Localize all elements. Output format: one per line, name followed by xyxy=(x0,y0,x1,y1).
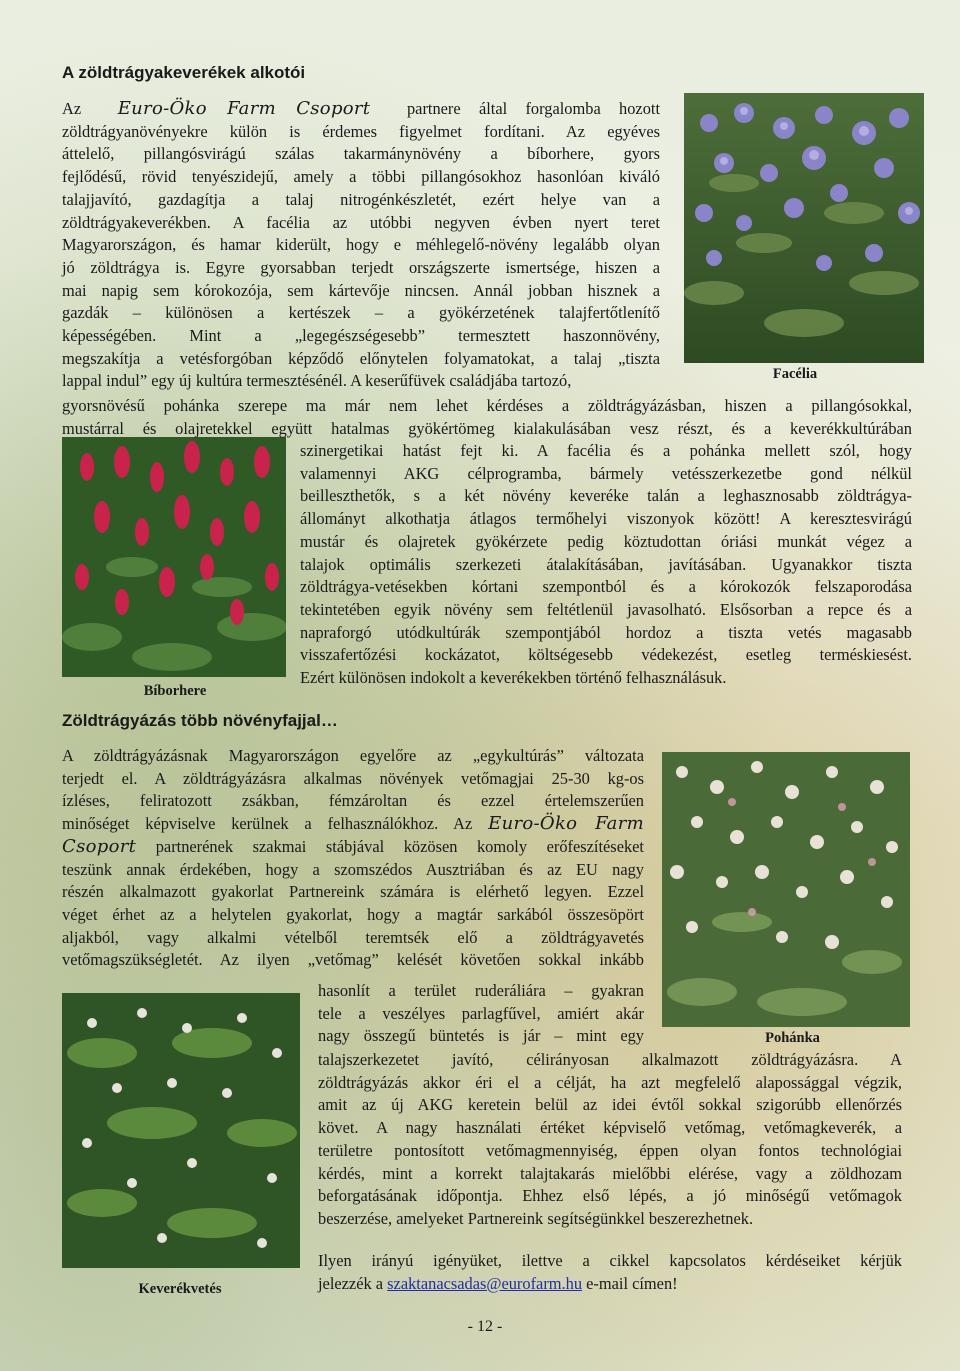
caption-keverekvetes: Keverékvetés xyxy=(138,1281,222,1297)
email-link[interactable]: szaktanacsadas@eurofarm.hu xyxy=(387,1273,583,1293)
brand-name-2a: Euro-Öko Farm xyxy=(488,813,644,835)
section1-wide-lines: gyorsnövésű pohánka szerepe ma már nem lehet kérdéses a zöldtrágyázásban, hiszen a pillangósokkal, mustárral és olajretekkel együtt hatalmas gyökértömeg kialakulásában vesz részt, és a keverékkultúrában xyxy=(62,396,912,438)
section2-right-paragraph: talajszerkezetet javító, célirányosan alkalmazott zöldtrágyázásra. A zöldtrágyázás akkor éri el a célját, ha azt megfelelő alapossággal végzik, amit az új AKG keretein belül az idei évtől sokkal szigorúbb ellenőrzés követ. A nagy használati értéket képviselő vetőmag, vetőmagkeverék, a területre pontosított vetőmagmennyiség, éppen olyan fontos technológiai kérdés, mint a korrekt talajtakarás mielőbbi elérése, vagy a zöldhozam beforgatásának időpontja. Ehhez első lépés, a jó minőségű vetőmagok beszerzése, amelyeket Partnereink segítségünkkel beszerezhetnek. xyxy=(318,1050,902,1228)
section1-title: A zöldtrágyakeverékek alkotói xyxy=(62,63,306,82)
page-number: - 12 - xyxy=(467,1318,503,1335)
section2-left-paragraph: A zöldtrágyázásnak Magyarországon egyelőre az „egykultúrás” változata terjedt el. A zöldtrágyázásra alkalmas növények vetőmagjai 25-30 kg-os ízléses, feliratozott zsákban, fémzároltan és ezzel értelemszerűen minőséget képviselve kerülnek a felhasználókhoz. Az Euro-Öko Farm Csoport partnerének szakmai stábjával közösen komoly erőfeszítéseket teszünk annak érdekében, hogy a szomszédos Ausztriában és az EU nagy részén alkalmazott gyakorlat Partnereink számára is elérhető legyen. Ezzel véget érhet az a helytelen gyakorlat, hogy a magtár sarkából összesöpört aljakból, vagy alkalmi vételből teremtsék elő a zöldtrágyavetés vetőmagszükségletét. Az ilyen „vetőmag” kelését követően sokkal inkább xyxy=(62,746,644,970)
brand-name-2b: Csoport xyxy=(62,835,137,857)
caption-facelia: Facélia xyxy=(772,366,818,382)
brand-name: Euro-Öko Farm Csoport xyxy=(117,98,371,119)
section1-lines: zöldtrágyanövényekre külön is érdemes figyelmet fordítani. Az egyéves áttelelő, pillangósvirágú szálas takarmánynövény a bíborhere, gyors fejlődésű, rövid tenyészidejű, amely a többi pillangósokhoz hasonlóan kiváló talajjavító, gazdagítja a talaj nitrogénkészletét, ezért helye van a zöldtrágyakeverékben. A facélia az utóbbi negyven évben nyert teret Magyarországon, és hamar kiderült, hogy e méhlegelő-növény legalább olyan jó zöldtrágya is. Egyre gyorsabban terjedt országszerte ismertsége, hiszen a mai napig sem kórokozója, sem kártevője nincsen. Annál jobban hisznek a gazdák – különösen a kertészek – a gyökérzetének talajfertőtlenítő képességében. Mint a „legegészségesebb” termesztett haszonnövény, megszakítja a vetésforgóban képződő előnytelen folyamatokat, a talaj „tiszta lappal indul” egy új kultúra termesztésénél. A keserűfüvek családjába tartozó, xyxy=(62,121,660,391)
caption-biborhere: Bíborhere xyxy=(143,683,207,699)
pohanka-photo xyxy=(662,752,910,1027)
caption-pohanka: Pohánka xyxy=(765,1030,820,1046)
facelia-photo xyxy=(684,93,924,363)
keverekvetes-photo xyxy=(62,993,300,1268)
section1-right-paragraph: szinergetikai hatást fejt ki. A facélia és a pohánka mellett szól, hogy valamennyi AKG célprogramba, bármely vetésszerkezetbe gond nélkül beilleszthetők, s a két növény keveréke talán a leghasznosabb zöldtrágya- állományt alkothatja átlagos termőhelyi viszonyok között! A keresztesvirágú mustár és olajretek gyökérzete pedig köztudottan óriási munkát végez a talajok optimális szerkezeti átalakításában, javításában. Ugyanakkor tiszta zöldtrágya-vetésekben kórtani szempontból és a kórokozók felszaporodása tekintetében egyik növény sem feltétlenül javasolható. Elsősorban a repce és a napraforgó utódkultúrák szempontjából hordoz a tiszta vetés magasabb visszafertőzési kockázatot, költségesebb védekezést, esetleg terméskiesést. Ezért különösen indokolt a keverékekben történő felhasználásuk. xyxy=(300,441,912,688)
section2-indent-lines: hasonlít a terület ruderáliára – gyakran tele a veszélyes parlagfűvel, amiért akár nagy összegű büntetés is jár – mint egy xyxy=(318,981,644,1046)
contact-paragraph: Ilyen irányú igényüket, ilettve a cikkel kapcsolatos kérdéseiket kérjük jelezzék a szaktanacsadas@eurofarm.hu e-mail címen! xyxy=(318,1251,902,1293)
section1-left-paragraph: Az Euro-Öko Farm Csoport partnere által forgalomba hozott zöldtrágyanövényekre külön is érdemes figyelmet fordítani. Az egyéves áttelelő, pillangósvirágú szálas takarmánynövény a bíborhere, gyors fejlődésű, rövid tenyészidejű, amely a többi pillangósokhoz hasonlóan kiváló talajjavító, gazdagítja a talaj nitrogénkészletét, ezért helye van a zöldtrágyakeverékben. A facélia az utóbbi negyven évben nyert teret Magyarországon, és hamar kiderült, hogy e méhlegelő-növény legalább olyan jó zöldtrágya is. Egyre gyorsabban terjedt országszerte ismertsége, hiszen a mai napig sem kórokozója, sem kártevője nincsen. Annál jobban hisznek a gazdák – különösen a kertészek – a gyökérzetének talajfertőtlenítő képességében. Mint a „legegészségesebb” termesztett haszonnövény, megszakítja a vetésforgóban képződő előnytelen folyamatokat, a talaj „tiszta lappal indul” egy új kultúra termesztésénél. A keserűfüvek családjába tartozó, xyxy=(62,98,660,393)
biborhere-photo xyxy=(62,437,286,677)
section2-title: Zöldtrágyázás több növényfajjal… xyxy=(62,711,338,730)
